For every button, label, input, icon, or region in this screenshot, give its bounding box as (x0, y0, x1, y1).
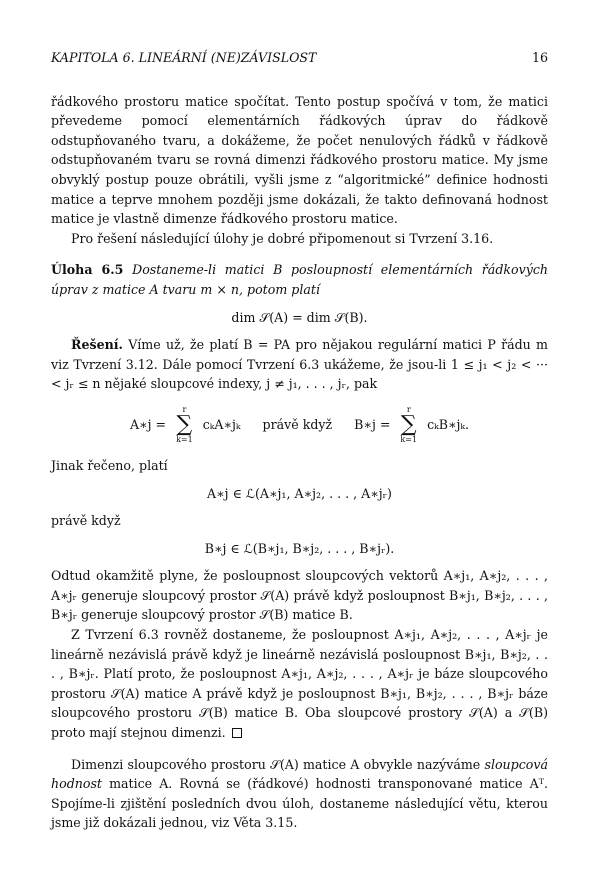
page-number: 16 (531, 50, 548, 65)
sum-bottom: k=1 (176, 434, 193, 444)
eq-sum-left-term: cₖA∗jₖ (202, 417, 241, 433)
sum-symbol-right (400, 406, 417, 444)
equation-span-a: A∗j ∈ ℒ(A∗j₁, A∗j₂, . . . , A∗jᵣ) (207, 485, 392, 501)
equation-dim: dim 𝒮(A) = dim 𝒮(B). (231, 309, 368, 325)
solution-paragraph (51, 335, 548, 394)
task-6-5 (51, 260, 548, 299)
paragraph-5: Odtud okamžitě plyne, že posloupnost sloupcových vektorů A∗j₁, A∗j₂, . . . , A∗jᵣ generuje sloupcový prostor 𝒮(A) právě když posloupnost B∗j₁, B∗j₂, . . . , B∗jᵣ generuje sloupcový prostor 𝒮(B) matice B. (51, 568, 548, 623)
paragraph-1: řádkového prostoru matice spočítat. Tento postup spočívá v tom, že matici převedeme pomocí elementárních řádkových úprav do řádkově odstupňovaného tvaru, a dokážeme, že počet nenulových řádků v řádkově odstupňovaném tvaru se rovná dimenzi řádkového prostoru matice. My jsme obvyklý postup pouze obrátili, vyšli jsme z “algoritmické” definice hodnosti matice a teprve mnohem později jsme dokázali, že takto definovaná hodnost matice je vlastně dimenze řádkového prostoru matice. (51, 93, 548, 227)
page (51, 48, 548, 833)
sigma-icon: ∑ (400, 411, 417, 437)
eq-sum-middle: právě když (262, 417, 333, 433)
running-header (51, 48, 548, 68)
paragraph-7-a: Dimenzi sloupcového prostoru 𝒮(A) matice A obvykle nazýváme (71, 756, 485, 772)
equation-span-b: B∗j ∈ ℒ(B∗j₁, B∗j₂, . . . , B∗jᵣ). (204, 540, 395, 556)
equation-sum (51, 406, 548, 444)
sum-top-right: r (406, 404, 411, 414)
sum-bottom-right: k=1 (400, 434, 418, 444)
paragraph-6 (51, 625, 548, 743)
paragraph-7 (51, 755, 548, 833)
paragraph-4: právě když (51, 513, 121, 529)
sum-symbol-left (176, 406, 193, 444)
task-text: Dostaneme-li matici B posloupností elementárních řádkových úprav z matice A tvaru m × n, potom platí (51, 262, 548, 297)
paragraph-7-b: matice A. Rovná se (řádkové) hodnosti transponované matice Aᵀ. Spojíme-li zjištění posledních dvou úloh, dostaneme následující větu, kterou jsme již dokázali jednou, viz Věta 3.15. (51, 776, 548, 831)
paragraph-2: Pro řešení následující úlohy je dobré připomenout si Tvrzení 3.16. (71, 230, 494, 246)
column-rank-term: sloupcová hodnost (51, 756, 548, 792)
paragraph-3: Jinak řečeno, platí (51, 457, 168, 473)
task-title: Úloha 6.5 (51, 262, 124, 278)
eq-sum-left: A∗j = (129, 417, 167, 433)
eq-sum-right: B∗j = (354, 417, 391, 433)
solution-title: Řešení. (71, 337, 123, 353)
sum-top: r (182, 404, 187, 414)
chapter-title: KAPITOLA 6. LINEÁRNÍ (NE)ZÁVISLOST (51, 50, 317, 65)
sigma-icon: ∑ (176, 411, 193, 437)
qed-square-icon (232, 728, 242, 738)
eq-sum-right-term: cₖB∗jₖ. (427, 417, 470, 433)
paragraph-6-text: Z Tvrzení 6.3 rovněž dostaneme, že posloupnost A∗j₁, A∗j₂, . . . , A∗jᵣ je lineárně nezávislá právě když je lineárně nezávislá posloupnost B∗j₁, B∗j₂, . . . , B∗jᵣ. Platí proto, že posloupnost A∗j₁, A∗j₂, . . . , A∗jᵣ je báze sloupcového prostoru 𝒮(A) matice A právě když je posloupnost B∗j₁, B∗j₂, . . . , B∗jᵣ báze sloupcového prostoru 𝒮(B) matice B. Oba sloupcové prostory 𝒮(A) a 𝒮(B) proto mají stejnou dimenzi. (51, 627, 548, 741)
solution-text: Víme už, že platí B = PA pro nějakou regulární matici P řádu m viz Tvrzení 3.12. Dále pomocí Tvrzení 6.3 ukážeme, že jsou-li 1 ≤ j₁ < j₂ < ··· < jᵣ ≤ n nějaké sloupcové indexy, j ≠ j₁, . . . , jᵣ, pak (51, 337, 548, 392)
